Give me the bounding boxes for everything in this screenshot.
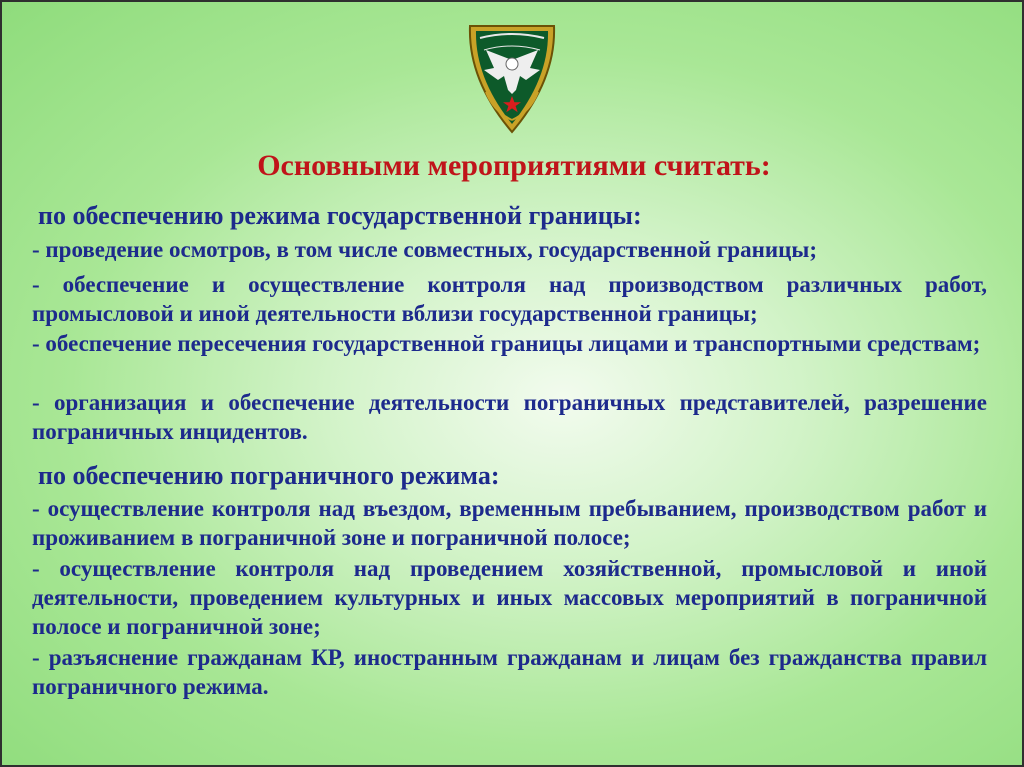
list-item: - разъяснение гражданам КР, иностранным гражданам и лицам без гражданства правил пограничного режима. [32,645,987,699]
border-guard-emblem-icon [464,20,560,136]
list-item: - обеспечение пересечения государственной границы лицами и транспортными средствам; [32,331,981,356]
list-item: - осуществление контроля над въездом, временным пребыванием, производством работ и проживанием в пограничной зоне и пограничной полосе; [32,496,987,550]
page-title: Основными мероприятиями считать: [257,149,771,182]
list-item: - осуществление контроля над проведением хозяйственной, промысловой и иной деятельности, проведением культурных и иных массовых мероприятий в пограничной полосе и пограничной зоне; [32,556,987,639]
list-item: - проведение осмотров, в том числе совместных, государственной границы; [32,237,817,262]
list-item: - обеспечение и осуществление контроля над производством различных работ, промысловой и иной деятельности вблизи государственной границы; [32,272,987,326]
section-title-border-regime: по обеспечению пограничного режима: [38,461,500,490]
section-title-state-border: по обеспечению режима государственной границы: [38,201,642,230]
list-item: - организация и обеспечение деятельности пограничных представителей, разрешение пограничных инцидентов. [32,390,987,444]
